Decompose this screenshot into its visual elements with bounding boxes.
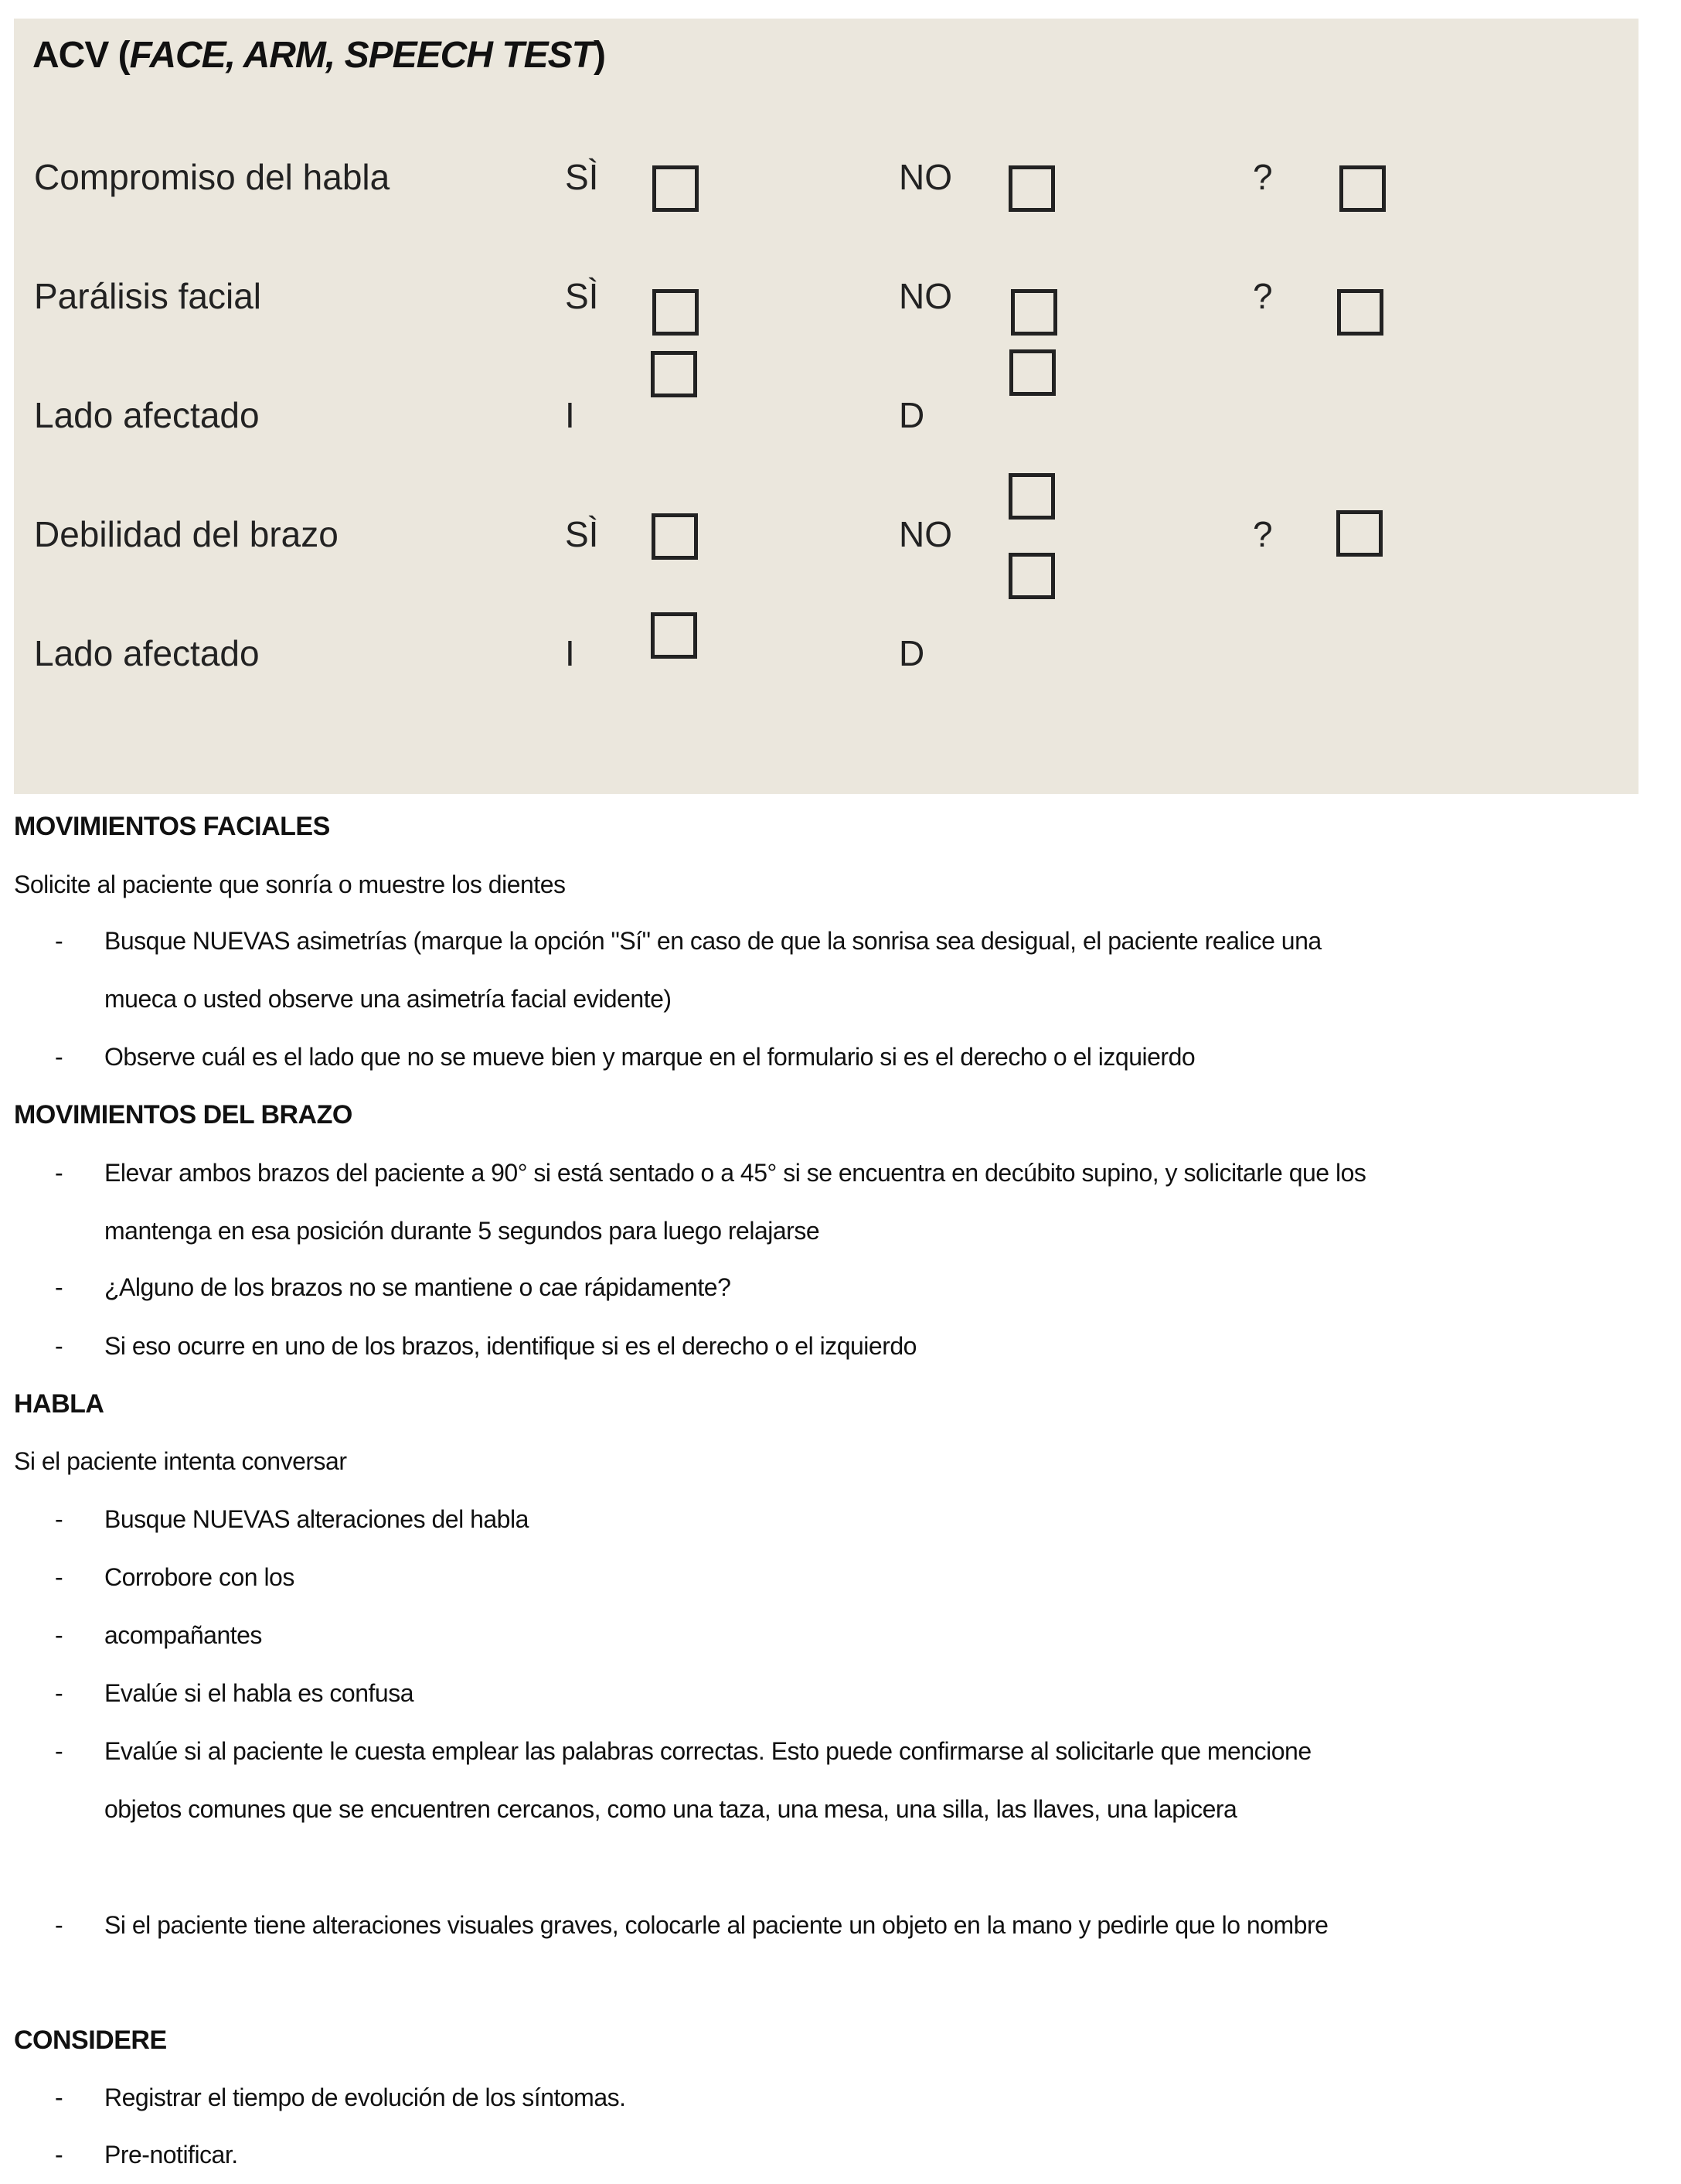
speech-bullet-4: - Evalúe si el habla es confusa [58,1664,1387,1722]
row-speech-no-checkbox[interactable] [1009,165,1055,212]
row-facial-unknown-label: ? [1253,276,1273,316]
arm-bullet-3: - Si eso ocurre en uno de los brazos, identifique si es el derecho o el izquierdo [58,1317,1387,1375]
facial-intro: Solicite al paciente que sonría o muestre los dientes [14,871,566,898]
bullet-dash: - [55,1563,63,1591]
arm-bullet-2: - ¿Alguno de los brazos no se mantiene o cae rápidamente? [58,1259,1387,1317]
row-facial-side-label: Lado afectado [34,395,260,435]
row-arm-side-label: Lado afectado [34,633,260,673]
bullet-dash: - [55,1043,63,1071]
bullet-dash: - [55,927,63,955]
speech-bullet-5: - Evalúe si al paciente le cuesta emplear las palabras correctas. Esto puede confirmarse al solicitarle que mencione objetos comunes que se encuentren cercanos, como una taza, una mesa, una silla, las llaves, una lapicera [58,1722,1387,1838]
bullet-dash: - [55,1737,63,1765]
bullet-dash: - [55,1159,63,1187]
arm-bullet-1: - Elevar ambos brazos del paciente a 90° si está sentado o a 45° si se encuentra en decúbito supino, y solicitarle que los mantenga en esa posición durante 5 segundos para luego relajarse [58,1144,1387,1260]
bullet-dash: - [55,1911,63,1939]
facial-bullet-1: - Busque NUEVAS asimetrías (marque la opción "Sí" en caso de que la sonrisa sea desigual, el paciente realice una mueca o usted observe una asimetría facial evidente) [58,912,1387,1028]
row-arm-side-right-checkbox[interactable] [1009,553,1055,599]
row-facial-yes-label: SÌ [565,276,599,316]
row-arm-no-checkbox[interactable] [1009,473,1055,520]
consider-section-heading: CONSIDERE [14,2026,167,2055]
row-arm-side-left-label: I [565,633,575,673]
row-speech-no-label: NO [899,157,952,197]
speech-bullet-2: - Corrobore con los [58,1549,1387,1606]
row-arm-yes-label: SÌ [565,514,599,554]
speech-intro: Si el paciente intenta conversar [14,1447,347,1475]
row-speech-yes-checkbox[interactable] [652,165,699,212]
bullet-dash: - [55,1505,63,1533]
row-arm-yes-checkbox[interactable] [652,513,698,560]
row-arm-no-label: NO [899,514,952,554]
row-facial-label: Parálisis facial [34,276,261,316]
form-title: ACV (FACE, ARM, SPEECH TEST) [32,35,605,76]
row-arm-unknown-label: ? [1253,514,1273,554]
facial-bullet-2: - Observe cuál es el lado que no se mueve bien y marque en el formulario si es el derecho o el izquierdo [58,1028,1387,1086]
row-facial-side-left-checkbox[interactable] [651,351,697,397]
speech-bullet-6: - Si el paciente tiene alteraciones visuales graves, colocarle al paciente un objeto en la mano y pedirle que lo nombre [58,1896,1387,1954]
row-speech-yes-label: SÌ [565,157,599,197]
speech-section-heading: HABLA [14,1389,104,1419]
row-arm-side-left-checkbox[interactable] [651,612,697,659]
row-arm-side-right-label: D [899,633,925,673]
row-arm-label: Debilidad del brazo [34,514,339,554]
consider-bullet-1: - Registrar el tiempo de evolución de los síntomas. [58,2069,1387,2127]
row-speech-label: Compromiso del habla [34,157,390,197]
speech-bullet-3: - acompañantes [58,1606,1387,1664]
row-facial-side-right-checkbox[interactable] [1009,349,1056,396]
stroke-form-panel [14,19,1638,794]
row-speech-unknown-checkbox[interactable] [1339,165,1386,212]
row-facial-unknown-checkbox[interactable] [1337,289,1383,336]
consider-bullet-2: - Pre-notificar. [58,2126,1387,2184]
row-facial-no-label: NO [899,276,952,316]
bullet-dash: - [55,1679,63,1707]
row-arm-unknown-checkbox[interactable] [1336,510,1383,557]
bullet-dash: - [55,2083,63,2111]
facial-section-heading: MOVIMIENTOS FACIALES [14,812,330,841]
bullet-dash: - [55,2141,63,2169]
row-facial-side-right-label: D [899,395,925,435]
arm-section-heading: MOVIMIENTOS DEL BRAZO [14,1100,352,1129]
row-facial-no-checkbox[interactable] [1011,289,1057,336]
row-facial-yes-checkbox[interactable] [652,289,699,336]
row-facial-side-left-label: I [565,395,575,435]
bullet-dash: - [55,1273,63,1301]
row-speech-unknown-label: ? [1253,157,1273,197]
bullet-dash: - [55,1332,63,1360]
speech-bullet-1: - Busque NUEVAS alteraciones del habla [58,1491,1387,1549]
bullet-dash: - [55,1621,63,1649]
